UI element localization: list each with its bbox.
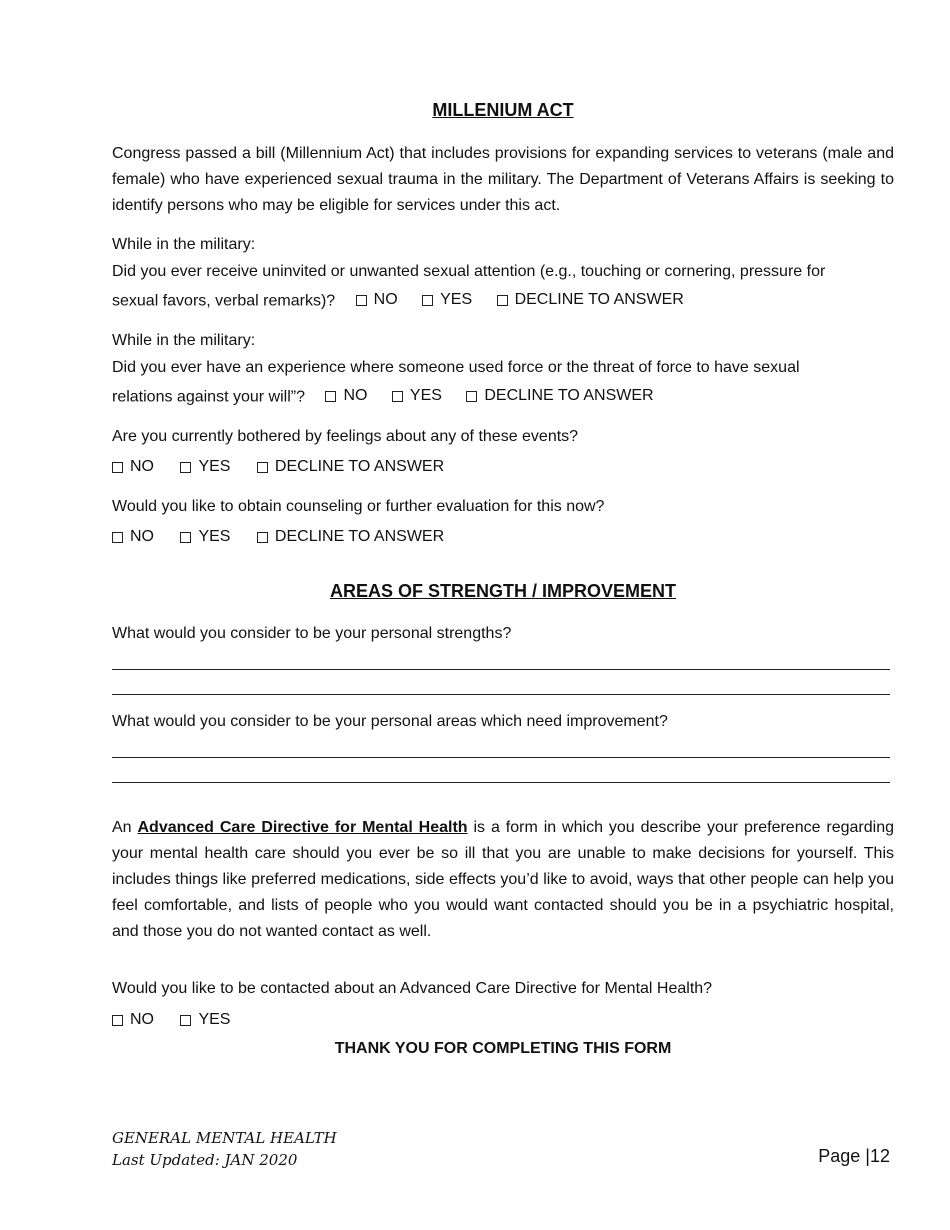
millenium-act-title: MILLENIUM ACT [432,100,574,120]
footer-form-info [112,1127,337,1171]
q2-text-line2: relations against your will”? [112,388,305,406]
q3-decline-option[interactable]: DECLINE TO ANSWER [257,458,444,476]
checkbox-icon[interactable] [257,532,268,543]
checkbox-icon[interactable] [180,462,191,473]
q4-options [112,528,466,548]
checkbox-icon[interactable] [325,391,336,402]
q3-options [112,458,466,478]
strengths-title: AREAS OF STRENGTH / IMPROVEMENT [329,581,677,601]
checkbox-icon[interactable] [257,462,268,473]
q2-lead: While in the military: [112,332,256,349]
directive-term: Advanced Care Directive for Mental Health [137,819,468,836]
checkbox-icon[interactable] [422,295,433,306]
strengths-answer-line-1[interactable] [112,669,890,670]
directive-no-option[interactable]: NO [112,1011,154,1029]
q1-yes-option[interactable]: YES [422,287,472,313]
page-number: Page |12 [818,1146,890,1166]
q4-yes-option[interactable]: YES [180,528,230,546]
checkbox-icon[interactable] [180,532,191,543]
checkbox-icon[interactable] [497,295,508,306]
q1-text-line2: sexual favors, verbal remarks)? [112,292,336,310]
improvement-answer-line-2[interactable] [112,782,890,783]
q3-no-option[interactable]: NO [112,458,154,476]
q1-text-line1: Did you ever receive uninvited or unwanted sexual attention (e.g., touching or cornering, pressure for [112,263,826,280]
strengths-answer-line-2[interactable] [112,694,890,695]
footer-updated: Last Updated: JAN 2020 [112,1151,298,1169]
checkbox-icon[interactable] [112,462,123,473]
checkbox-icon[interactable] [466,391,477,402]
thank-you-note: THANK YOU FOR COMPLETING THIS FORM [334,1040,672,1057]
checkbox-icon[interactable] [112,532,123,543]
improvement-question: What would you consider to be your personal areas which need improvement? [112,713,668,730]
q4-decline-option[interactable]: DECLINE TO ANSWER [257,528,444,546]
q1-line2 [112,287,894,315]
q2-options [325,389,673,406]
q2-line2 [112,383,894,411]
q2-yes-option[interactable]: YES [392,383,442,409]
q2-decline-option[interactable]: DECLINE TO ANSWER [466,383,653,409]
q3-text: Are you currently bothered by feelings about any of these events? [112,428,579,445]
improvement-answer-line-1[interactable] [112,757,890,758]
q4-no-option[interactable]: NO [112,528,154,546]
directive-options [112,1011,252,1031]
q2-no-option[interactable]: NO [325,383,367,409]
q4-text: Would you like to obtain counseling or further evaluation for this now? [112,498,605,515]
q1-decline-option[interactable]: DECLINE TO ANSWER [497,287,684,313]
q1-lead: While in the military: [112,236,256,253]
footer-form-name: GENERAL MENTAL HEALTH [112,1129,337,1147]
checkbox-icon[interactable] [392,391,403,402]
checkbox-icon[interactable] [180,1015,191,1026]
checkbox-icon[interactable] [112,1015,123,1026]
directive-paragraph: An Advanced Care Directive for Mental Health is a form in which you describe your preference regarding your mental health care should you ever be so ill that you are unable to make decisions for yourself. This includes things like preferred medications, side effects you’d like to avoid, ways that other people can help you feel comfortable, and lists of people who you would want contacted should you be in a psychiatric hospital, and those you do not wanted contact as well. [112,819,895,940]
checkbox-icon[interactable] [356,295,367,306]
directive-yes-option[interactable]: YES [180,1011,230,1029]
q3-yes-option[interactable]: YES [180,458,230,476]
directive-question: Would you like to be contacted about an Advanced Care Directive for Mental Health? [112,980,713,997]
q1-options [356,293,704,310]
q1-no-option[interactable]: NO [356,287,398,313]
q2-text-line1: Did you ever have an experience where someone used force or the threat of force to have sexual [112,359,800,376]
strengths-question: What would you consider to be your personal strengths? [112,625,512,642]
millenium-intro: Congress passed a bill (Millennium Act) that includes provisions for expanding services to veterans (male and female) who have experienced sexual trauma in the military. The Department of Veterans Affairs is seeking to identify persons who may be eligible for services under this act. [112,145,894,214]
